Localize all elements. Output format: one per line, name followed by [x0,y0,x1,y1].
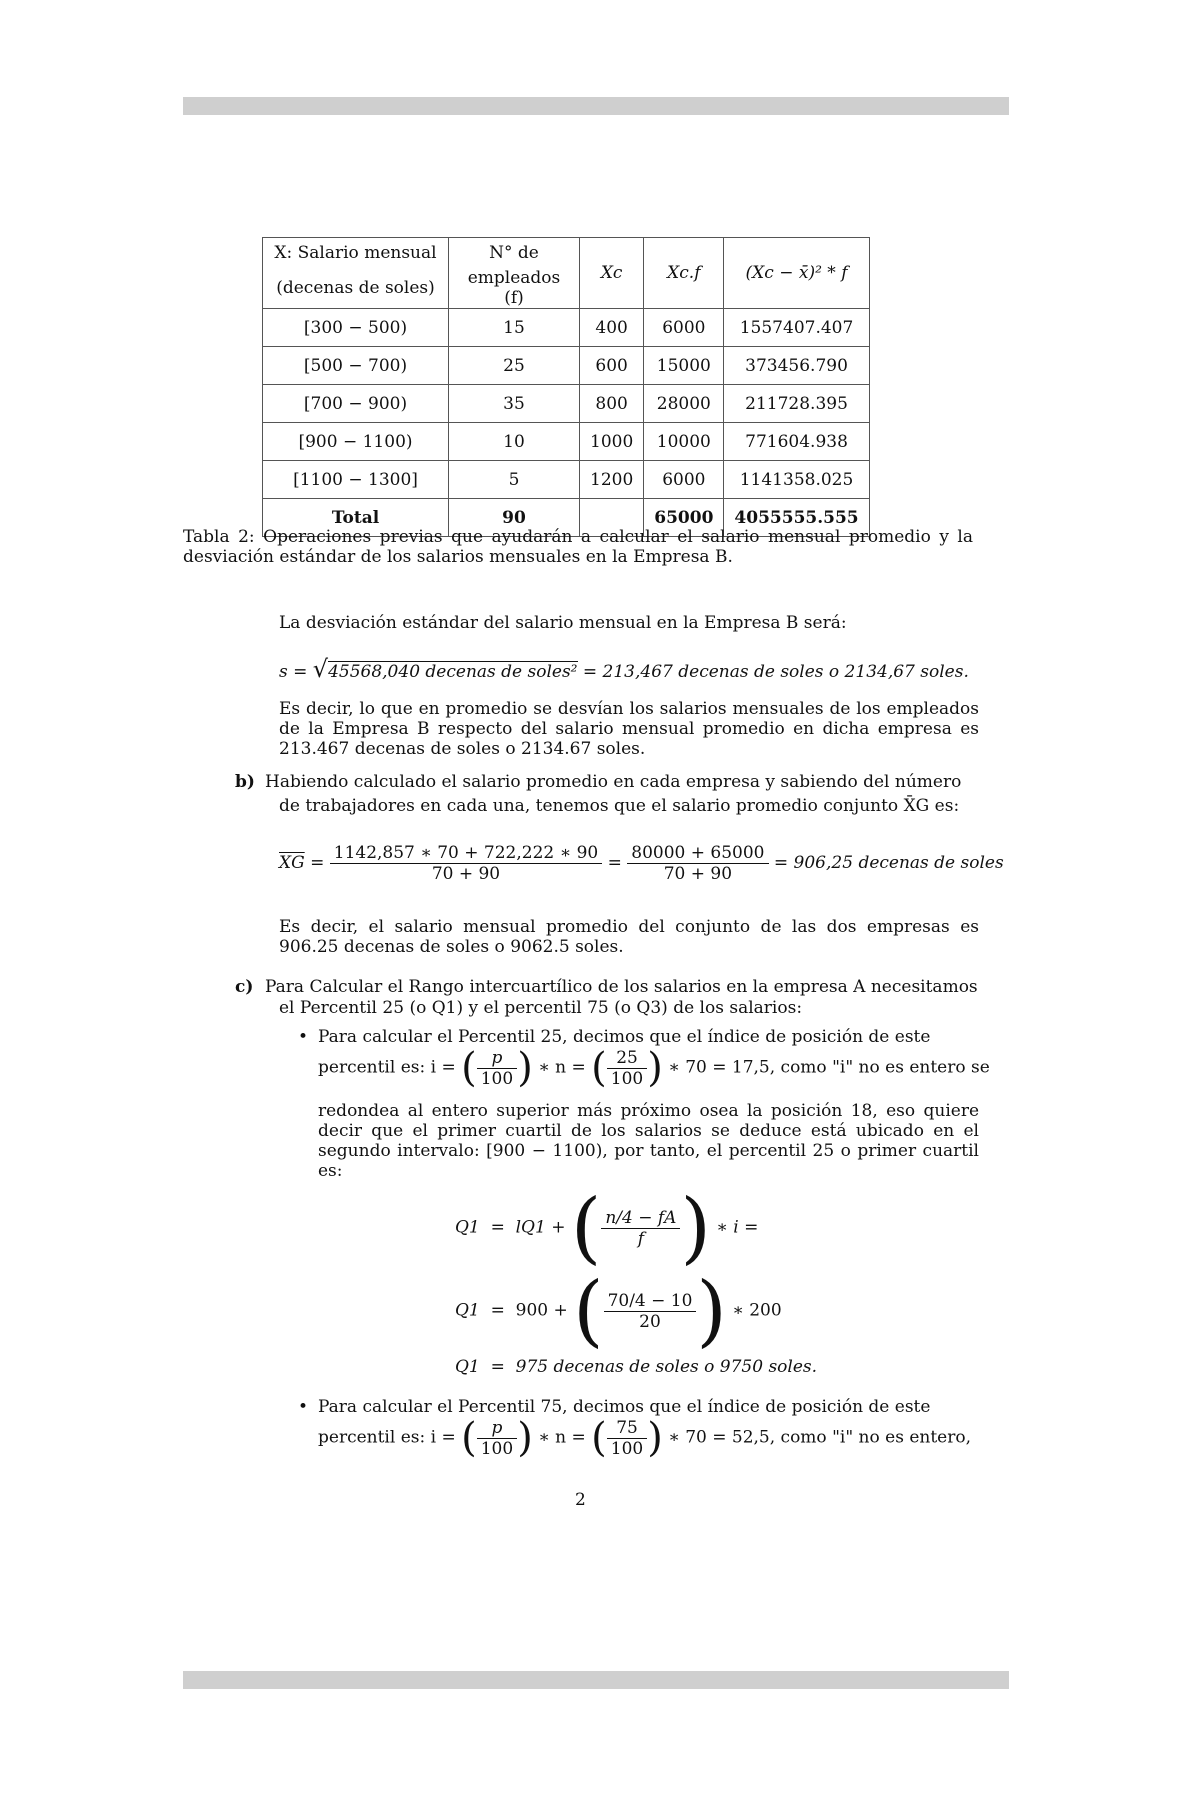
part-b-conclusion: Es decir, el salario mensual promedio del conjunto de las dos empresas es 906.25 decenas de soles o 9062.5 soles. [279,917,979,957]
page-number: 2 [575,1490,586,1510]
table-cell: 4055555.555 [724,499,869,537]
table-row [263,423,870,461]
table-cell: 771604.938 [724,423,869,461]
std-conclusion: Es decir, lo que en promedio se desvían los salarios mensuales de los empleados de la Empresa B respecto del salario mensual promedio en dicha empresa es 213.467 decenas de soles o 2134.67 soles. [279,699,979,759]
part-b-label: b) [235,772,255,792]
header-salary-units: (decenas de soles) [263,268,449,309]
q1-equation-1: Q1 = lQ1 + ( $\frac{n/4 - fA}{f}$ ) ∗ i = [455,1183,759,1273]
table-row [263,309,870,347]
table-cell: 400 [580,309,644,347]
part-c-text1: Para Calcular el Rango intercuartílico de los salarios en la empresa A necesitamos [265,977,978,997]
table-cell: 6000 [644,309,724,347]
table-cell: 373456.790 [724,347,869,385]
header-employees-units: empleados (f) [449,268,580,309]
joint-mean-equation: $\overline{XG}$ = $\frac{1142,857 ∗ 70 + 722,222 ∗ 90}{70 + 90}$ = $\frac{80000 + 65000}{70 + 90}$ = 906,25 decenas de soles [279,843,1004,884]
std-equation: s = √45568,040 decenas de soles² = 213,467 decenas de soles o 2134,67 soles. [279,655,969,683]
table-cell: [900 − 1100) [263,423,449,461]
header-xc: Xc [580,238,644,309]
q1-equation-3: Q1 = 975 decenas de soles o 9750 soles. [455,1357,818,1377]
header-salary: X: Salario mensual [263,238,449,269]
table-cell: 35 [449,385,580,423]
header-employees: N° de [449,238,580,269]
table-cell: [700 − 900) [263,385,449,423]
part-c-text2: el Percentil 25 (o Q1) y el percentil 75 (o Q3) de los salarios: [279,998,803,1018]
part-b-text2: de trabajadores en cada una, tenemos que el salario promedio conjunto X̄G es: [279,796,960,816]
std-intro: La desviación estándar del salario mensual en la Empresa B será: [279,613,847,633]
table-cell: 1141358.025 [724,461,869,499]
part-b-text1: Habiendo calculado el salario promedio en cada empresa y sabiendo del número [265,772,962,792]
table-cell: 1200 [580,461,644,499]
table-cell: [500 − 700) [263,347,449,385]
table-cell: 65000 [644,499,724,537]
bullet1-rest: redondea al entero superior más próximo osea la posición 18, eso quiere decir que el primer cuartil de los salarios se deduce está ubicado en el segundo intervalo: [900 − 1100), por tanto, el percentil 25 o primer cuartil es: [318,1101,979,1181]
top-rule [183,97,1009,115]
table-row [263,461,870,499]
table-cell: 25 [449,347,580,385]
bullet2-line1: Para calcular el Percentil 75, decimos que el índice de posición de este [318,1397,931,1417]
bullet2-equation: percentil es: i = ( $\frac{p}{100}$ ) ∗ n = ( $\frac{75}{100}$ ) ∗ 70 = 52,5, como "i" no es entero, [318,1415,971,1461]
table-row [263,347,870,385]
bullet1-equation: percentil es: i = ( $\frac{p}{100}$ ) ∗ n = ( $\frac{25}{100}$ ) ∗ 70 = 17,5, como "i" no es entero se [318,1045,990,1091]
bottom-rule [183,1671,1009,1689]
table-cell: 6000 [644,461,724,499]
table-row [263,385,870,423]
table-cell: 211728.395 [724,385,869,423]
header-variance: (Xc − x̄)² * f [724,238,869,309]
table-cell: 10000 [644,423,724,461]
q1-equation-2: Q1 = 900 + ( $\frac{70/4 - 10}{20}$ ) ∗ 200 [455,1266,782,1356]
table-cell: [1100 − 1300] [263,461,449,499]
table-cell: 90 [449,499,580,537]
table-cell: 1000 [580,423,644,461]
table-cell: 600 [580,347,644,385]
header-xcf: Xc.f [644,238,724,309]
bullet-icon: • [298,1027,309,1047]
part-c-label: c) [235,977,254,997]
table-cell: 5 [449,461,580,499]
table-cell: 15 [449,309,580,347]
bullet-icon: • [298,1397,309,1417]
table-cell: [300 − 500) [263,309,449,347]
table-cell: 15000 [644,347,724,385]
table-cell: 28000 [644,385,724,423]
table-cell: Total [263,499,449,537]
table-cell: 10 [449,423,580,461]
table-cell: 1557407.407 [724,309,869,347]
table-cell: 800 [580,385,644,423]
bullet1-line1: Para calcular el Percentil 25, decimos que el índice de posición de este [318,1027,931,1047]
salary-table [262,237,870,537]
table-caption: Tabla 2: Operaciones previas que ayudarán a calcular el salario mensual promedio y la desviación estándar de los salarios mensuales en la Empresa B. [183,527,973,567]
